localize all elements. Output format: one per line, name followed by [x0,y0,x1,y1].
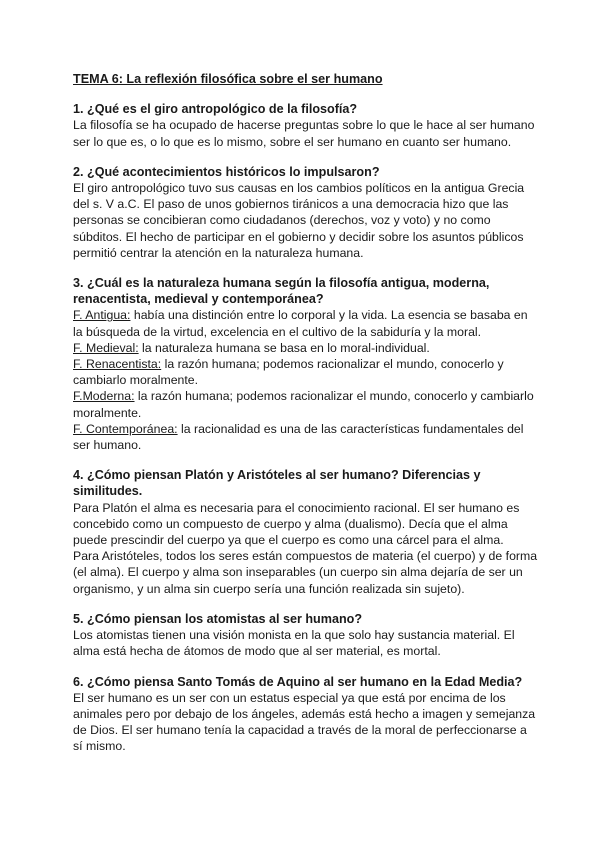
answer-3-item [73,307,538,339]
term-text: la razón humana; podemos racionalizar el mundo, conocerlo y cambiarlo moralmente. [73,357,504,388]
section-2 [73,164,538,261]
answer-3-item [73,340,538,356]
answer-5: Los atomistas tienen una visión monista en la que solo hay sustancia material. El alma está hecha de átomos de modo que al ser material, es mortal. [73,628,515,659]
question-3: 3. ¿Cuál es la naturaleza humana según la filosofía antigua, moderna, renacentista, medieval y contemporánea? [73,276,490,307]
term-label: F. Renacentista: [73,357,162,372]
section-6 [73,674,538,755]
question-5: 5. ¿Cómo piensan los atomistas al ser humano? [73,611,363,626]
question-4: 4. ¿Cómo piensan Platón y Aristóteles al ser humano? Diferencias y similitudes. [73,468,481,499]
term-label: F. Contemporánea: [73,421,178,436]
term-label: F.Moderna: [73,389,135,404]
question-2: 2. ¿Qué acontecimientos históricos lo impulsaron? [73,164,380,179]
section-4 [73,467,538,597]
answer-3-item [73,388,538,420]
answer-1: La filosofía se ha ocupado de hacerse preguntas sobre lo que le hace al ser humano ser lo que es, o lo que es lo mismo, sobre el ser humano en cuanto ser humano. [73,118,535,149]
term-text: la racionalidad es una de las características fundamentales del ser humano. [73,421,524,453]
question-1: 1. ¿Qué es el giro antropológico de la filosofía? [73,102,358,117]
term-text: la naturaleza humana se basa en lo moral-individual. [138,340,430,355]
section-3 [73,275,538,453]
section-1 [73,101,538,150]
answer-4-plato: Para Platón el alma es necesaria para el conocimiento racional. El ser humano es concebido como un compuesto de cuerpo y alma (dualismo). Decía que el alma puede prescindir del cuerpo ya que el cuerpo es como una cárcel para el alma. [73,500,520,548]
answer-3-item [73,356,538,388]
term-label: F. Antigua: [73,308,131,323]
page-title: TEMA 6: La reflexión filosófica sobre el ser humano [73,72,383,86]
term-label: F. Medieval: [73,340,139,355]
term-text: había una distinción entre lo corporal y la vida. La esencia se basaba en la búsqueda de la virtud, excelencia en el cultivo de la sabiduría y la moral. [73,308,528,339]
answer-3-item [73,421,538,453]
answer-4-aristotle: Para Aristóteles, todos los seres están compuestos de materia (el cuerpo) y de forma (el alma). El cuerpo y alma son inseparables (un cuerpo sin alma dejaría de ser un organismo, y un alma sin cuerpo sería una función realizada sin sujeto). [73,549,538,596]
answer-6: El ser humano es un ser con un estatus especial ya que está por encima de los animales pero por debajo de los ángeles, además está hecho a imagen y semejanza de Dios. El ser humano tenía la capacidad a través de la moral de perfeccionarse a sí mismo. [73,690,536,754]
section-5 [73,611,538,660]
term-text: la razón humana; podemos racionalizar el mundo, conocerlo y cambiarlo moralmente. [73,389,534,420]
question-6: 6. ¿Cómo piensa Santo Tomás de Aquino al ser humano en la Edad Media? [73,674,523,689]
answer-2: El giro antropológico tuvo sus causas en los cambios políticos en la antigua Grecia del s. V a.C. El paso de unos gobiernos tiránicos a una democracia hizo que las personas se concibieran como ciudadanos (derechos, voz y voto) y no como súbditos. El hecho de participar en el gobierno y decidir sobre los asuntos públicos permitió centrar la atención en la naturaleza humana. [73,181,525,260]
